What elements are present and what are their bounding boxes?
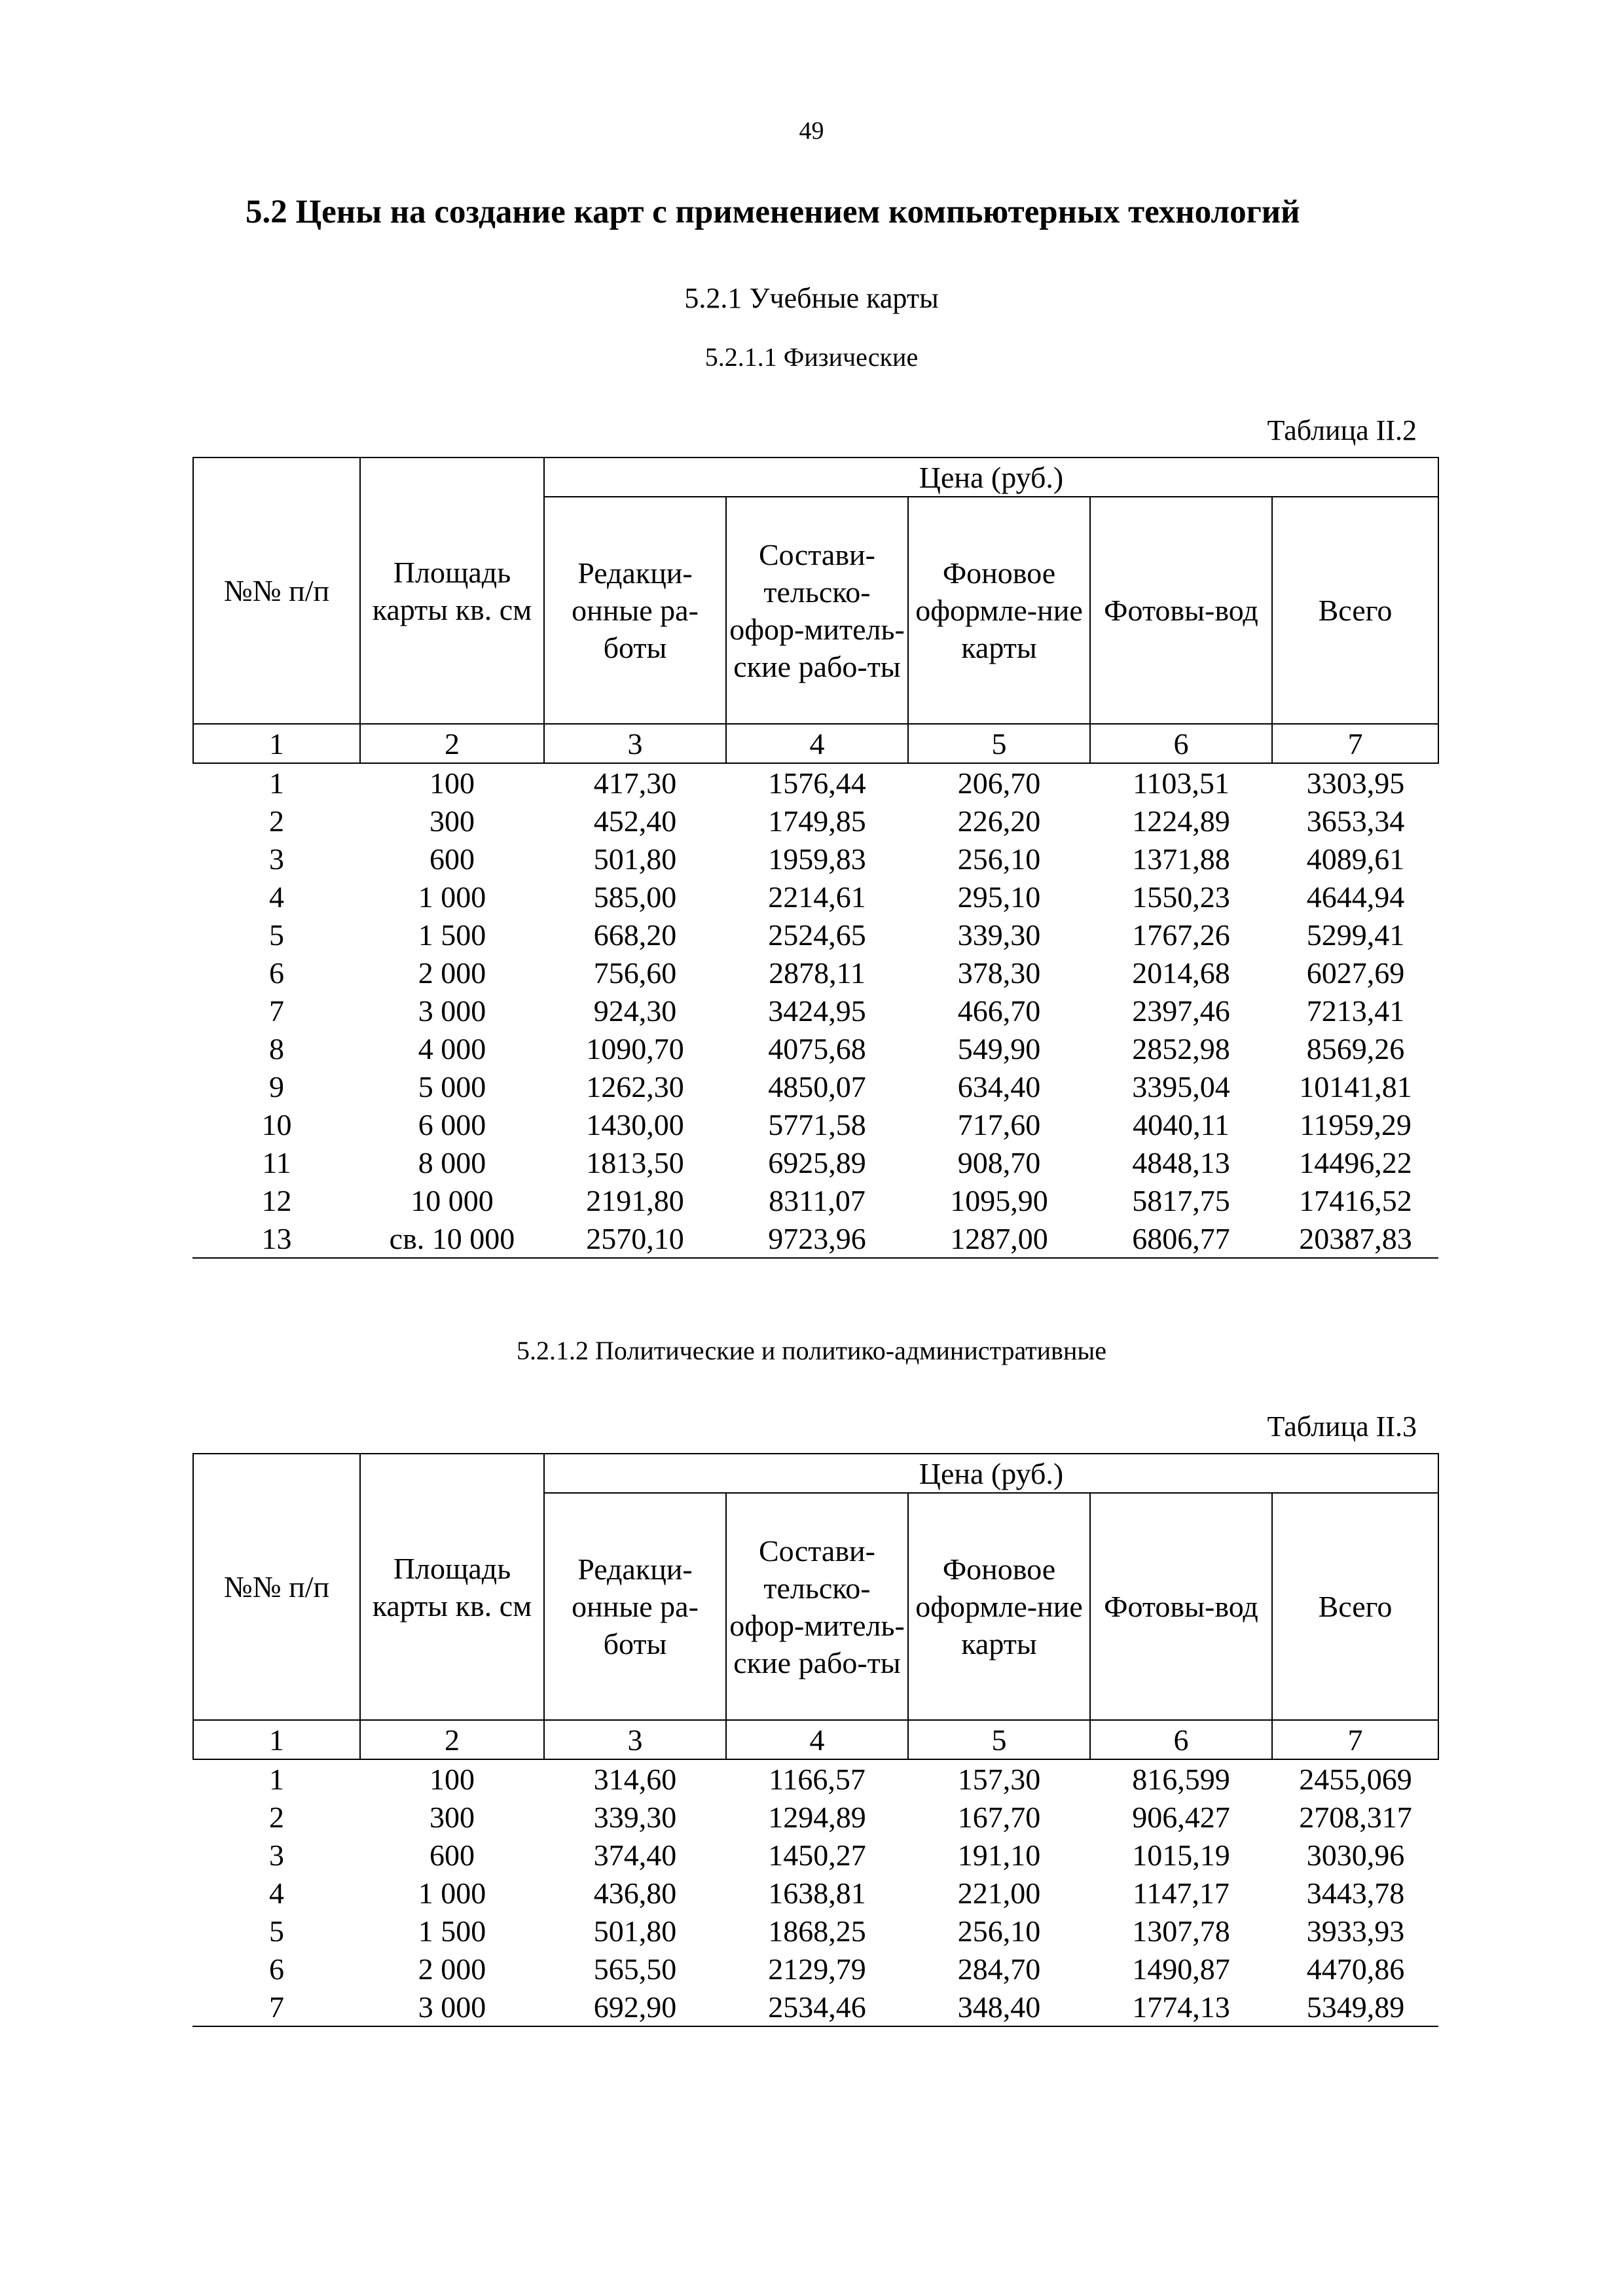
- table-cell: 1576,44: [768, 766, 866, 800]
- header-background: Фоновое оформле-ние карты: [908, 1493, 1090, 1720]
- table-cell: 11959,29: [1300, 1107, 1412, 1141]
- table-cell: 256,10: [957, 842, 1041, 876]
- table-cell: 100: [429, 1762, 475, 1796]
- table-cell: 1813,50: [586, 1145, 684, 1179]
- subsection-title: 5.2.1 Учебные карты: [684, 282, 939, 314]
- table-cell: 4470,86: [1306, 1952, 1405, 1986]
- table-cell: 3395,04: [1132, 1069, 1230, 1103]
- table-cell: 1 000: [418, 880, 486, 914]
- header-background: Фоновое оформле-ние карты: [908, 497, 1090, 724]
- table-cell: 600: [429, 1838, 475, 1872]
- table-row: [193, 1988, 1438, 2026]
- table-cell: 1090,70: [586, 1031, 684, 1066]
- table-row: [193, 1912, 1438, 1950]
- table-row: [193, 1759, 1438, 1798]
- table-row: [193, 954, 1438, 992]
- price-table: [192, 1453, 1439, 2027]
- column-number: 6: [1090, 1720, 1272, 1759]
- table-cell: 7: [269, 994, 284, 1028]
- table-cell: 300: [429, 804, 475, 838]
- table-cell: 10 000: [410, 1183, 494, 1217]
- table-cell: 436,80: [593, 1876, 677, 1910]
- table-cell: 2534,46: [726, 1988, 908, 2026]
- table-cell: 2214,61: [768, 880, 866, 914]
- table-cell: 1103,51: [1133, 766, 1230, 800]
- table-cell: 3 000: [418, 994, 486, 1028]
- column-number: 6: [1090, 724, 1272, 763]
- table-row: [193, 878, 1438, 916]
- table-cell: 1 500: [418, 1914, 486, 1948]
- table-cell: 1959,83: [768, 842, 866, 876]
- table-cell: 1147,17: [1133, 1876, 1230, 1910]
- table-cell: 4: [269, 1876, 284, 1910]
- table-cell: 339,30: [593, 1800, 677, 1834]
- column-number: 5: [908, 1720, 1090, 1759]
- table-cell: 906,427: [1132, 1800, 1230, 1834]
- table-cell: 4 000: [418, 1031, 486, 1066]
- table-cell: 417,30: [593, 766, 677, 800]
- table-cell: 314,60: [593, 1762, 677, 1796]
- table-cell: св. 10 000: [360, 1219, 544, 1258]
- table-cell: 4644,94: [1306, 880, 1405, 914]
- table-cell: 6925,89: [768, 1145, 866, 1179]
- header-editorial: Редакци-онные ра-боты: [544, 497, 726, 724]
- table-row: [193, 802, 1438, 840]
- table-row: [193, 1950, 1438, 1988]
- header-total: Всего: [1272, 1493, 1438, 1720]
- table-cell: 2570,10: [544, 1219, 726, 1258]
- table-cell: 4850,07: [768, 1069, 866, 1103]
- table-cell: 600: [429, 842, 475, 876]
- column-number: 2: [360, 724, 544, 763]
- table-cell: 1767,26: [1132, 918, 1230, 952]
- header-photo-output: Фотовы-вод: [1090, 497, 1272, 724]
- table-cell: 374,40: [593, 1838, 677, 1872]
- table-cell: 100: [429, 766, 475, 800]
- table-row: [193, 1105, 1438, 1143]
- table-cell: 6: [269, 956, 284, 990]
- table-cell: 300: [429, 1800, 475, 1834]
- header-price-group: Цена (руб.): [544, 457, 1438, 497]
- table-cell: 9: [269, 1069, 284, 1103]
- header-compiling: Состави-тельско-офор-митель-ские рабо-ты: [726, 1493, 908, 1720]
- table-cell: 8 000: [418, 1145, 486, 1179]
- table-row: [193, 1874, 1438, 1912]
- table-cell: 3: [269, 1838, 284, 1872]
- column-number: 7: [1272, 724, 1438, 763]
- table-cell: 1774,13: [1090, 1988, 1272, 2026]
- table-cell: 2455,069: [1299, 1762, 1412, 1796]
- table-cell: 3424,95: [768, 994, 866, 1028]
- table-row: [193, 840, 1438, 878]
- table-cell: 1: [269, 1762, 284, 1796]
- table-cell: 5: [269, 918, 284, 952]
- table-cell: 1638,81: [768, 1876, 866, 1910]
- table-cell: 1294,89: [768, 1800, 866, 1834]
- table-cell: 1430,00: [586, 1107, 684, 1141]
- header-price-group: Цена (руб.): [544, 1454, 1438, 1493]
- table-cell: 565,50: [593, 1952, 677, 1986]
- table-cell: 6 000: [418, 1107, 486, 1141]
- table-cell: 1450,27: [768, 1838, 866, 1872]
- table-cell: 585,00: [593, 880, 677, 914]
- column-number: 7: [1272, 1720, 1438, 1759]
- table-row: [193, 1143, 1438, 1181]
- table-cell: 1868,25: [768, 1914, 866, 1948]
- table-row: [193, 763, 1438, 802]
- table-cell: 1015,19: [1132, 1838, 1230, 1872]
- table-cell: 692,90: [544, 1988, 726, 2026]
- column-number: 5: [908, 724, 1090, 763]
- table-cell: 501,80: [593, 842, 677, 876]
- table-cell: 378,30: [957, 956, 1041, 990]
- table-cell: 8: [269, 1031, 284, 1066]
- table-cell: 1749,85: [768, 804, 866, 838]
- column-number: 3: [544, 1720, 726, 1759]
- table-cell: 13: [193, 1219, 360, 1258]
- table-cell: 5299,41: [1306, 918, 1405, 952]
- column-number: 4: [726, 724, 908, 763]
- column-number: 1: [193, 724, 360, 763]
- table-cell: 4089,61: [1306, 842, 1405, 876]
- table-row: [193, 916, 1438, 954]
- table-cell: 14496,22: [1299, 1145, 1412, 1179]
- table-cell: 924,30: [593, 994, 677, 1028]
- table-cell: 466,70: [957, 994, 1041, 1028]
- table-cell: 17416,52: [1299, 1183, 1412, 1217]
- table-cell: 3030,96: [1306, 1838, 1405, 1872]
- table-cell: 12: [261, 1183, 292, 1217]
- column-number: 1: [193, 1720, 360, 1759]
- table-cell: 717,60: [957, 1107, 1041, 1141]
- table-cell: 549,90: [957, 1031, 1041, 1066]
- table-cell: 167,70: [957, 1800, 1041, 1834]
- table-cell: 226,20: [957, 804, 1041, 838]
- table-row: [193, 1181, 1438, 1219]
- table-cell: 2852,98: [1132, 1031, 1230, 1066]
- table-caption: Таблица II.3: [1267, 1410, 1417, 1443]
- header-photo-output: Фотовы-вод: [1090, 1493, 1272, 1720]
- table-row: [193, 1030, 1438, 1067]
- table-cell: 4: [269, 880, 284, 914]
- table-cell: 11: [262, 1145, 291, 1179]
- table-cell: 1490,87: [1132, 1952, 1230, 1986]
- table-cell: 339,30: [957, 918, 1041, 952]
- table-row: [193, 1219, 1438, 1258]
- column-number: 2: [360, 1720, 544, 1759]
- table-cell: 1371,88: [1132, 842, 1230, 876]
- subsubsection-title: 5.2.1.2 Политические и политико-административные: [517, 1336, 1106, 1365]
- header-editorial: Редакци-онные ра-боты: [544, 1493, 726, 1720]
- table-cell: 8311,07: [769, 1183, 866, 1217]
- table-cell: 1307,78: [1132, 1914, 1230, 1948]
- table-cell: 2014,68: [1132, 956, 1230, 990]
- table-cell: 6806,77: [1090, 1219, 1272, 1258]
- table-cell: 256,10: [957, 1914, 1041, 1948]
- table-cell: 7: [193, 1988, 360, 2026]
- header-number: №№ п/п: [193, 1454, 360, 1720]
- table-cell: 756,60: [593, 956, 677, 990]
- table-caption: Таблица II.2: [1267, 414, 1417, 446]
- table-cell: 2524,65: [768, 918, 866, 952]
- table-cell: 3653,34: [1306, 804, 1405, 838]
- table-cell: 5817,75: [1132, 1183, 1230, 1217]
- table-cell: 8569,26: [1306, 1031, 1405, 1066]
- table-cell: 295,10: [957, 880, 1041, 914]
- table-cell: 501,80: [593, 1914, 677, 1948]
- table-cell: 1262,30: [586, 1069, 684, 1103]
- table-body: [193, 1759, 1438, 2026]
- column-number: 4: [726, 1720, 908, 1759]
- table-cell: 3443,78: [1306, 1876, 1405, 1910]
- table-row: [193, 1836, 1438, 1874]
- table-cell: 816,599: [1132, 1762, 1230, 1796]
- table-cell: 2191,80: [586, 1183, 684, 1217]
- table-cell: 2: [269, 1800, 284, 1834]
- table-cell: 284,70: [957, 1952, 1041, 1986]
- table-cell: 206,70: [957, 766, 1041, 800]
- table-cell: 634,40: [957, 1069, 1041, 1103]
- table-row: [193, 992, 1438, 1030]
- table-cell: 1 000: [418, 1876, 486, 1910]
- table-cell: 4040,11: [1133, 1107, 1230, 1141]
- table-cell: 452,40: [593, 804, 677, 838]
- table-cell: 3 000: [360, 1988, 544, 2026]
- table-cell: 1287,00: [908, 1219, 1090, 1258]
- table-cell: 10141,81: [1299, 1069, 1412, 1103]
- table-cell: 5349,89: [1272, 1988, 1438, 2026]
- table-cell: 6027,69: [1306, 956, 1405, 990]
- table-cell: 1166,57: [769, 1762, 866, 1796]
- table-cell: 4075,68: [768, 1031, 866, 1066]
- table-cell: 2129,79: [768, 1952, 866, 1986]
- header-area: Площадь карты кв. см: [360, 457, 544, 724]
- table-row: [193, 1067, 1438, 1105]
- table-cell: 157,30: [957, 1762, 1041, 1796]
- table-cell: 1550,23: [1132, 880, 1230, 914]
- table-cell: 221,00: [957, 1876, 1041, 1910]
- table-cell: 3: [269, 842, 284, 876]
- table-cell: 3933,93: [1306, 1914, 1405, 1948]
- table-cell: 1: [269, 766, 284, 800]
- column-number: 3: [544, 724, 726, 763]
- table-cell: 4848,13: [1132, 1145, 1230, 1179]
- table-cell: 2 000: [418, 1952, 486, 1986]
- table-cell: 5771,58: [768, 1107, 866, 1141]
- section-heading: 5.2 Цены на создание карт с применением компьютерных технологий: [246, 194, 1300, 230]
- page-number: 49: [799, 117, 824, 145]
- table-cell: 1095,90: [950, 1183, 1048, 1217]
- table-cell: 2: [269, 804, 284, 838]
- header-compiling: Состави-тельско-офор-митель-ские рабо-ты: [726, 497, 908, 724]
- table-cell: 5: [269, 1914, 284, 1948]
- table-cell: 1224,89: [1132, 804, 1230, 838]
- table-cell: 668,20: [593, 918, 677, 952]
- header-number: №№ п/п: [193, 457, 360, 724]
- table-body: [193, 763, 1438, 1258]
- table-cell: 6: [269, 1952, 284, 1986]
- table-cell: 191,10: [957, 1838, 1041, 1872]
- table-cell: 2 000: [418, 956, 486, 990]
- table-cell: 2878,11: [769, 956, 866, 990]
- table-cell: 2397,46: [1132, 994, 1230, 1028]
- price-table: [192, 457, 1439, 1259]
- table-cell: 7213,41: [1306, 994, 1405, 1028]
- table-cell: 5 000: [418, 1069, 486, 1103]
- header-total: Всего: [1272, 497, 1438, 724]
- subsubsection-title: 5.2.1.1 Физические: [704, 342, 919, 372]
- table-cell: 348,40: [908, 1988, 1090, 2026]
- table-cell: 20387,83: [1272, 1219, 1438, 1258]
- table-cell: 3303,95: [1306, 766, 1405, 800]
- table-cell: 1 500: [418, 918, 486, 952]
- table-cell: 10: [261, 1107, 292, 1141]
- table-cell: 908,70: [957, 1145, 1041, 1179]
- table-row: [193, 1798, 1438, 1836]
- header-area: Площадь карты кв. см: [360, 1454, 544, 1720]
- table-cell: 9723,96: [726, 1219, 908, 1258]
- table-cell: 2708,317: [1299, 1800, 1412, 1834]
